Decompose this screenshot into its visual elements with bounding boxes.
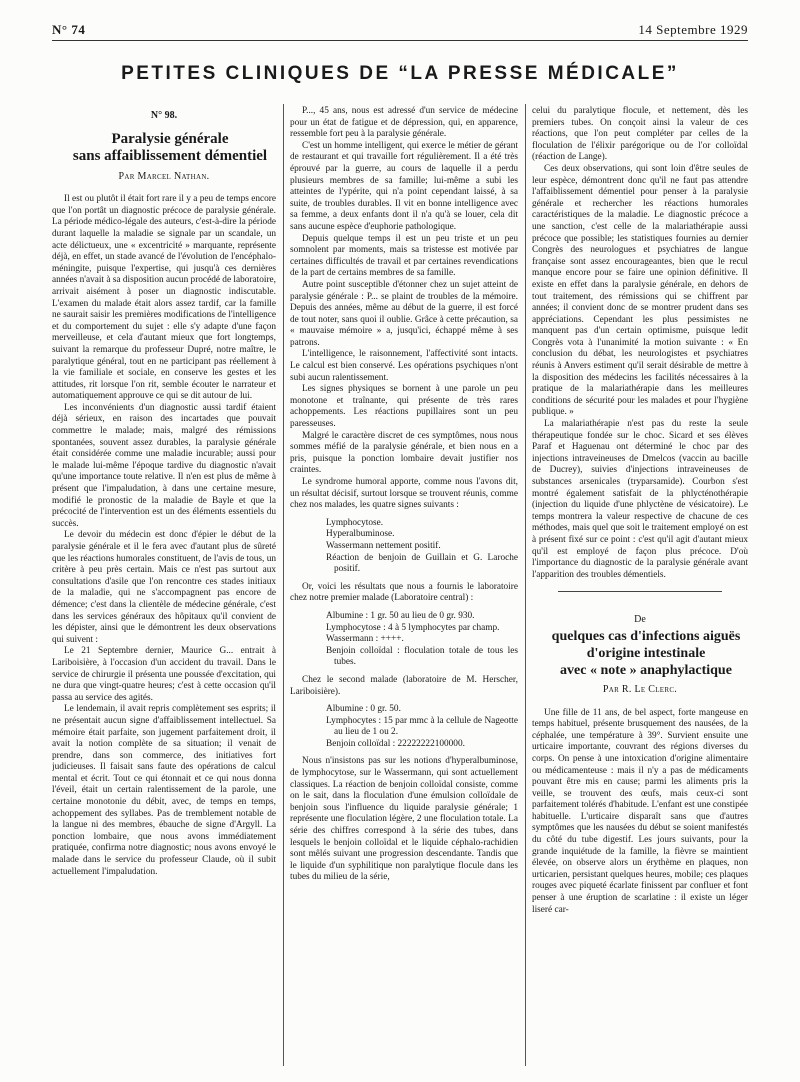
paragraph: Les inconvénients d'un diagnostic aussi tardif étaient déjà sérieux, en raison des incartades que pouvait commettre le malade; mais, malgré des rémissions spontanées, souvent assez durables, la paralysie générale était considérée comme une maladie incurable; aussi pour le malade lui-même l'époque tardive du diagnostic n'avait qu'une importance toute relative. Il n'en est plus de même à présent que l'impaludation, à dans une certaine mesure, modifié le pronostic de la maladie de Bayle et que la précocité de l'intervention est un des éléments essentiels du succès. xyxy=(52,402,276,529)
column-1 xyxy=(52,106,276,1064)
paragraph: La malariathérapie n'est pas du reste la seule thérapeutique fondée sur le choc. Sicard et ses élèves Paraf et Haguenau ont déterminé le choc par des injections intraveineuses de Dmelcos (vaccin au bacille de Ducrey), suivies d'injections intraveineuses de substances arsenicales (tryparsamide). Courbon s'est montré également satisfait de la phlycténothérapie (injection du liquide d'une phlyctène de vésicatoire). Le temps montrera la valeur respective de chacune de ces méthodes, mais quel que soit le traitement employé on est à présent fixé sur ce point : c'est qu'il agit d'autant mieux qu'il est employé de façon plus précoce. D'où l'importance du diagnostic de la paralysie générale avant l'apparition des troubles démentiels. xyxy=(532,419,748,580)
section-masthead: PETITES CLINIQUES DE “LA PRESSE MÉDICALE” xyxy=(121,63,679,84)
paragraph: Le syndrome humoral apporte, comme nous l'avons dit, un résultat décisif, surtout lorsque se trouvent réunis, comme chez nos malades, les quatre signes suivants : xyxy=(290,477,518,511)
paragraph: Nous n'insistons pas sur les notions d'hyperalbuminose, de lymphocytose, sur le Wassermann, qui sont actuellement classiques. La réaction de benjoin colloïdal consiste, comme on le sait, dans la floculation d'une émulsion colloïdale de benjoin sous l'influence du liquide paralysie générale; 1 représente une floculation légère, 2 une floculation totale. La série des chiffres correspond à la série des tubes, dans lesquels le benjoin colloïdal et le liquide céphalo-rachidien sont mêlés suivant une progression descendante. Tandis que le liquide d'un syphilitique non paralytique flocule dans les tubes du milieu de la série, xyxy=(290,756,518,883)
paragraph: Or, voici les résultats que nous a fournis le laboratoire chez notre premier malade (Laboratoire central) : xyxy=(290,581,518,604)
paragraph: Le 21 Septembre dernier, Maurice G... entrait à Lariboisière, à l'occasion d'un accident du travail. Dans le service de chirurgie il présenta une poussée d'excitation, qui ne dura que vingt-quatre heures; c'est à cette occasion qu'il passa au service des agités. xyxy=(52,646,276,703)
article2-byline: Par R. Le Clerc. xyxy=(602,683,678,695)
article-separator xyxy=(558,591,722,592)
paragraph: Une fille de 11 ans, de bel aspect, forte mangeuse en temps habituel, présente brusquement des nausées, de la céphalée, une température à 39°. Survient ensuite une urticaire importante, couvrant des régions diverses du corps. On pense à une intoxication d'origine alimentaire ou médicamenteuse : mais il n'y a pas de médicaments pouvant être mis en cause; parmi les aliments pris la veille, se trouvent des œufs, mais ceux-ci sont parfaitement tolérés d'habitude. L'enfant est une constipée habituelle. L'urticaire disparaît sans que d'autres symptômes que les nausées du début se soient manifestés du côté du tube digestif. Les jours suivants, pour la grande inquiétude de la famille, la fièvre se maintient élevée, on observe alors un érythème en plaques, non urticarien, persistant quelques heures, mobile; ces plaques rouges avec piqueté écarlate finissent par confluer et font penser à une éruption de scarlatine : il existe un léger liseré car- xyxy=(532,707,748,915)
paragraph: Malgré le caractère discret de ces symptômes, nous nous sommes méfié de la paralysie générale, et bien nous en a pris, puisque la ponction lombaire devait justifier nos craintes. xyxy=(290,430,518,476)
sign-item: Lymphocytose. xyxy=(326,517,384,528)
column-divider-2 xyxy=(525,104,526,1066)
column-2 xyxy=(290,106,518,1064)
article-byline: Par Marcel Nathan. xyxy=(118,170,210,182)
header-rule xyxy=(52,40,748,41)
sign-item: Hyperalbuminose. xyxy=(326,529,395,540)
lab-result: Benjoin colloïdal : floculation totale de tous les tubes. xyxy=(326,645,518,668)
lab-result: Albumine : 0 gr. 50. xyxy=(326,704,401,715)
article2-title-line1: quelques cas d'infections aiguës xyxy=(551,628,741,644)
paragraph: C'est un homme intelligent, qui exerce le métier de gérant de restaurant et qui travaille fort régulièrement. Il a été très éprouvé par la guerre, au cours de laquelle il a perdu plusieurs membres de sa famille; lui-même a subi les atteintes de l'ypérite, qui n'a point cependant laissé, à sa suite, de troubles durables. Il vit en bonne intelligence avec sa femme, a deux enfants dont il n'a qu'à se louer, cela dit sans aucune espèce d'euphorie pathologique. xyxy=(290,140,518,232)
paragraph: Le devoir du médecin est donc d'épier le début de la paralysie générale et il le fera avec d'autant plus de sûreté que les réactions humorales constituent, de l'avis de tous, un critère à peu près certain. Mais ce n'est pas surtout aux consultations d'asile que l'on rencontre ces stades initiaux de la maladie, qui ne s'accompagnent pas encore de démence; c'est dans la clientèle de médecine générale, c'est dans les services généraux des hôpitaux qu'il convient de les dépister, ainsi que le démontrent les deux observations qui suivent : xyxy=(52,530,276,645)
article-title-line2: sans affaiblissement démentiel xyxy=(72,148,268,165)
paragraph: Le lendemain, il avait repris complètement ses esprits; il ne présentait aucun signe d'affaiblissement intellectuel. Sa mémoire était parfaite, son jugement parfaitement droit, il avait la notion complète de sa situation; il venait de prendre, dans son commerce, des initiatives fort judicieuses. Il faisait sans faute des opérations de calcul mental et écrit. Tout ce qui étonnait et ce qui nous donna l'éveil, était un certain ralentissement de la parole, une certaine monotonie du débit, avec, de temps en temps, achoppement des syllabes. Pas de tremblement notable de la langue ni des membres, ébauche de signe d'Argyll. La ponction lombaire, que nous avons immédiatement pratiquée, confirma notre diagnostic; nous avons envoyé le malade dans le service du professeur Claude, où il subit actuellement l'impaludation. xyxy=(52,704,276,877)
article2-prefix: De xyxy=(634,614,646,626)
lab-result: Lymphocytes : 15 par mmc à la cellule de Nageotte au lieu de 1 ou 2. xyxy=(326,715,518,738)
article-title-line1: Paralysie générale xyxy=(111,130,229,147)
article-number: N° 98. xyxy=(150,110,178,121)
paragraph: Depuis quelque temps il est un peu triste et un peu somnolent par moments, mais sa tristesse est motivée par certaines difficultés de travail et par certaines revendications de la part de certains membres de sa famille. xyxy=(290,233,518,279)
paragraph: P..., 45 ans, nous est adressé d'un service de médecine pour un état de fatigue et de dépression, qui, en apparence, ressemble fort peu à la paralysie générale. xyxy=(290,106,518,140)
paragraph: celui du paralytique flocule, et nettement, dès les premiers tubes. On conçoit ainsi la valeur de ces réactions, que l'on peut compléter par celles de la floculation de l'élixir parégorique ou de l'or colloïdal (réaction de Lange). xyxy=(532,106,748,163)
paragraph: L'intelligence, le raisonnement, l'affectivité sont intacts. Le calcul est bien conservé. Les opérations psychiques n'ont subi aucun ralentissement. xyxy=(290,349,518,383)
lab-result: Benjoin colloïdal : 22222222100000. xyxy=(326,738,465,749)
paragraph: Ces deux observations, qui sont loin d'être seules de leur espèce, démontrent donc qu'il ne faut pas attendre l'affaiblissement démentiel pour penser à la paralysie générale et rechercher les réactions humorales caractéristiques de la maladie. Le diagnostic précoce a une sanction, c'est celle de la malariathérapie aussi précoce que possible; les statistiques fournies au dernier Congrès des neurologues et psychiatres de langue française sont assez encourageantes, bien que le recul manque encore pour se faire une opinion définitive. Il existe en effet dans la paralysie générale, en dehors de tout traitement, des rémissions qui se chiffrent par années; il convient donc de se montrer prudent dans ses appréciations. Cependant les plus pessimistes ne manquent pas d'un certain optimisme, puisque ledit Congrès vota à l'unanimité la motion suivante : « En conclusion du débat, les neurologistes et psychiatres réunis à Anvers estiment qu'il serait désirable de mettre à la disposition des médecins les facilités nécessaires à la pratique de la malariathérapie dans les meilleures conditions de sécurité pour les malades et pour l'hygiène publique. » xyxy=(532,163,748,418)
issue-number: N° 74 xyxy=(52,22,86,37)
sign-item: Wassermann nettement positif. xyxy=(326,540,441,551)
column-divider-1 xyxy=(283,104,284,1066)
paragraph: Les signes physiques se bornent à une parole un peu monotone et traînante, qui présente de très rares achoppements. Les réactions pupillaires sont un peu paresseuses. xyxy=(290,384,518,430)
sign-item: Réaction de benjoin de Guillain et G. Laroche positif. xyxy=(326,552,518,575)
article2-title-line3: avec « note » anaphylactique xyxy=(560,662,732,678)
column-3 xyxy=(532,106,748,1064)
paragraph: Autre point susceptible d'étonner chez un sujet atteint de paralysie générale : P... se plaint de troubles de la mémoire. Depuis des années, même au début de la guerre, il est forcé de tout noter, sans quoi il oublie. Grâce à cette précaution, sa « mauvaise mémoire » a, jusqu'ici, échappé même à ses patrons. xyxy=(290,279,518,348)
lab-result: Lymphocytose : 4 à 5 lymphocytes par champ. xyxy=(326,622,500,633)
paragraph: Il est ou plutôt il était fort rare il y a peu de temps encore que l'on portât un diagnostic précoce de paralysie générale. La période médico-légale des auteurs, c'est-à-dire la période durant laquelle la maladie se signale par un scandale, un acte délictueux, une « excentricité » marquante, représente déjà, en effet, un stade avancé de l'évolution de l'encéphalo-méningite, puisque l'expertise, qui jusqu'à ces dernières années n'avait à sa disposition aucun procédé de laboratoire, arrivait aisément à poser un diagnostic indiscutable. L'examen du malade était alors assez tardif, car la famille ne saurait saisir les premières modifications de l'intelligence et du comportement du sujet : elle s'y adapte d'une façon merveilleuse, et cela d'autant mieux que fort longtemps, suivant la remarque du professeur Dupré, notre maître, le paralytique général, tout en ne participant pas réellement à la vie familiale et sociale, en conserve les gestes et les attitudes, rit lorsque l'on rit, semble écouter le narrateur et automatiquement approuve ce qui se dit autour de lui. xyxy=(52,194,276,402)
issue-date: 14 Septembre 1929 xyxy=(638,22,748,37)
lab-result: Wassermann : ++++. xyxy=(326,634,404,645)
article2-title-line2: d'origine intestinale xyxy=(586,645,706,661)
lab-result: Albumine : 1 gr. 50 au lieu de 0 gr. 930. xyxy=(326,610,475,621)
paragraph: Chez le second malade (laboratoire de M. Herscher, Lariboisière). xyxy=(290,674,518,697)
